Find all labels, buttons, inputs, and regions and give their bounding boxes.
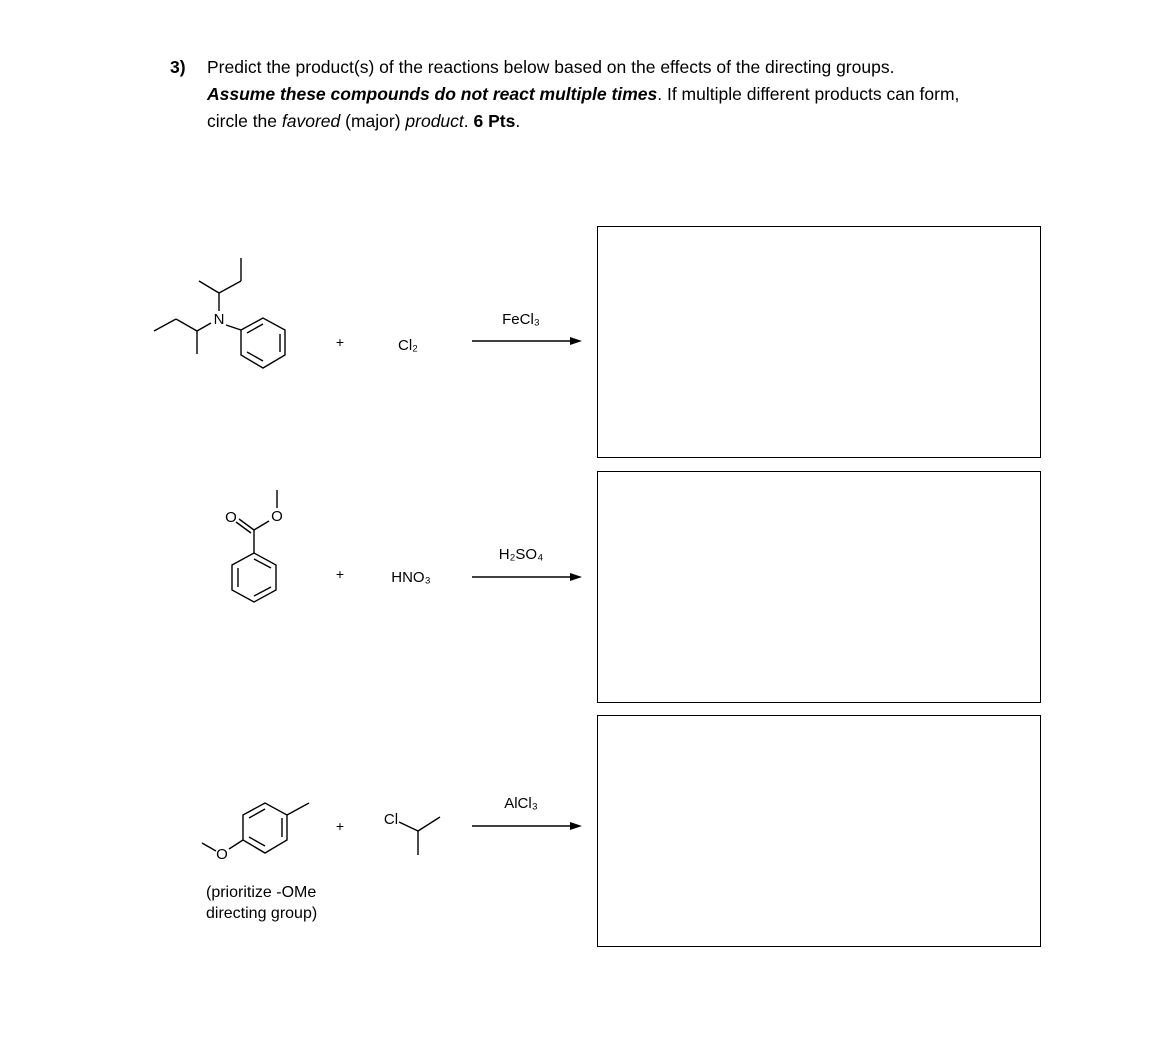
arrow-head-2: [570, 573, 582, 581]
line3-a: circle the: [207, 111, 282, 131]
arrow-head-1: [570, 337, 582, 345]
answer-box-3[interactable]: [598, 716, 1041, 947]
arrow-head-3: [570, 822, 582, 830]
methoxy-oxygen-label: O: [216, 846, 228, 863]
question-line-1-text: Predict the product(s) of the reactions below based on the effects of the directing groups.: [207, 57, 895, 77]
favored-word: favored: [281, 111, 341, 131]
plus-sign-2: +: [335, 566, 345, 582]
reagent-cl2: Cl₂: [398, 337, 418, 354]
carbonyl-oxygen-label: O: [225, 509, 237, 526]
reaction-2: [225, 490, 582, 602]
catalyst-fecl3: FeCl₃: [502, 311, 540, 328]
line3-end: .: [515, 111, 521, 131]
answer-box-2[interactable]: [598, 472, 1041, 703]
ester-oxygen-label: O: [271, 508, 283, 525]
chlorine-label: Cl: [383, 811, 399, 828]
note-line-1: (prioritize -OMe: [206, 884, 317, 901]
question-number: 3): [170, 57, 186, 77]
note-line-2: directing group): [206, 905, 318, 922]
line3-c: .: [463, 111, 474, 131]
reaction-1: [154, 258, 582, 368]
methyl-benzoate-structure: [232, 490, 277, 602]
directing-group-note: [206, 882, 317, 924]
plus-sign-3: +: [335, 818, 345, 834]
reagent-hno3: HNO₃: [391, 569, 431, 586]
isopropyl-chloride-structure: [399, 817, 440, 855]
product-word: product: [405, 111, 464, 131]
plus-sign-1: +: [335, 334, 345, 350]
catalyst-alcl3: AlCl₃: [504, 795, 538, 812]
answer-box-1[interactable]: [598, 227, 1041, 458]
reaction-3: [202, 795, 582, 863]
assumption-text: Assume these compounds do not react multiple times: [207, 84, 658, 104]
question-line-2-rest: . If multiple different products can form,: [657, 84, 960, 104]
nitrogen-label: N: [213, 311, 225, 328]
catalyst-h2so4: H₂SO₄: [498, 546, 544, 563]
line3-b: (major): [340, 111, 406, 131]
points-text: 6 Pts: [473, 111, 516, 131]
